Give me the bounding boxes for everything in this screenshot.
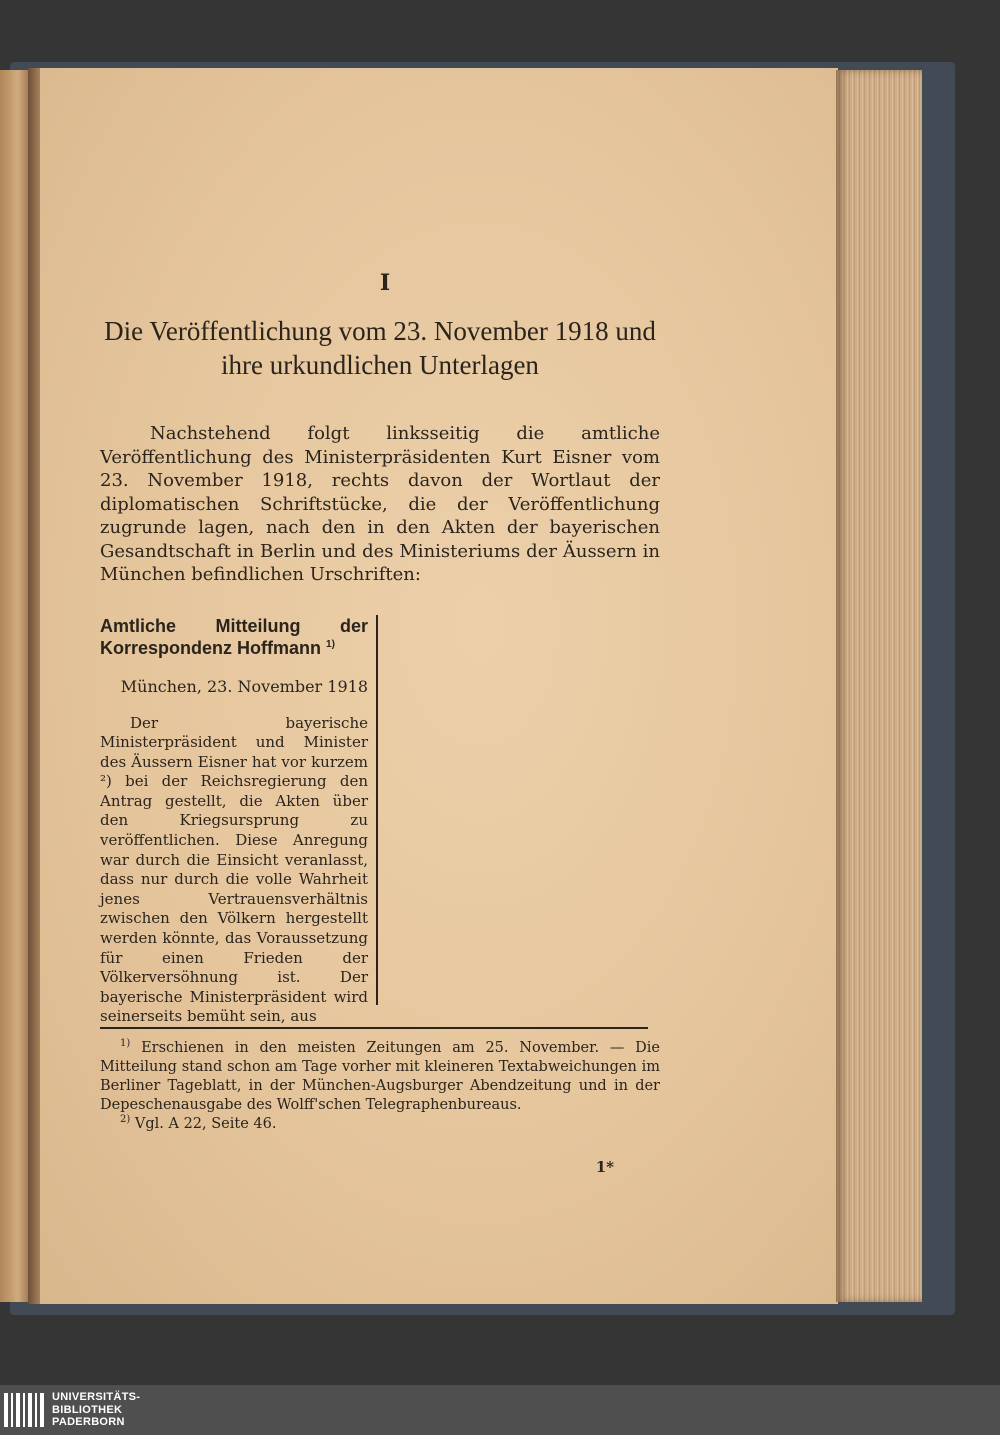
signature-mark: 1*	[595, 1157, 614, 1176]
page-edges	[836, 70, 922, 1302]
two-column-section	[100, 615, 660, 1026]
right-column-empty	[378, 615, 660, 1005]
logo-line-1: UNIVERSITÄTS-	[52, 1391, 141, 1403]
intro-paragraph: Nachstehend folgt linksseitig die amtliche Veröffentlichung des Ministerpräsidenten Kurt Eisner vom 23. November 1918, rechts davon der Wortlaut der diplomatischen Schriftstücke, die der Veröffentlichung zugrunde lagen, nach den in den Akten der bayerischen Gesandtschaft in Berlin und des Ministeriums der Äussern in München befindlichen Urschriften:	[100, 423, 660, 585]
library-logo-text	[52, 1391, 140, 1429]
footnote-2	[100, 1115, 660, 1134]
notice-title-line-2	[100, 637, 368, 659]
notice-title	[100, 615, 368, 659]
left-column	[100, 615, 378, 1026]
footnote-1-text: Erschienen in den meisten Zeitungen am 25. November. — Die Mitteilung stand schon am Tage vorher mit kleineren Textabweichungen im Berliner Tageblatt, in der München-Augsburger Abendzeitung und in der Depeschenausgabe des Wolff'schen Telegraphenbureaus.	[100, 1039, 660, 1113]
library-logo-icon	[4, 1393, 44, 1427]
notice-date: München, 23. November 1918	[120, 676, 368, 696]
chapter-title-line-1: Die Veröffentlichung vom 23. November 1918 und	[104, 316, 656, 346]
notice-title-line-1: Amtliche Mitteilung der	[100, 615, 368, 636]
notice-title-footnote-mark: 1)	[326, 638, 335, 650]
library-footer	[0, 1385, 1000, 1435]
page-content	[100, 270, 660, 1176]
logo-line-3: PADERBORN	[52, 1416, 125, 1428]
notice-title-line-2-text: Korrespondenz Hoffmann	[100, 637, 322, 658]
chapter-title	[100, 314, 660, 382]
notice-body: Der bayerische Ministerpräsident und Minister des Äussern Eisner hat vor kurzem ²) bei der Reichsregierung den Antrag gestellt, die Akten über den Kriegsursprung zu veröffentlichen. Diese Anregung war durch die Einsicht veranlasst, dass nur durch die volle Wahrheit jenes Vertrauensverhältnis zwischen den Völkern hergestellt werden könnte, das Voraussetzung für einen Frieden der Völkerversöhnung ist. Der bayerische Ministerpräsident wird seinerseits bemüht sein, aus	[100, 713, 368, 1026]
footnote-1	[100, 1039, 660, 1115]
left-page-edge	[0, 70, 30, 1302]
footnote-1-mark: 1)	[120, 1037, 131, 1049]
footnote-2-mark: 2)	[120, 1113, 131, 1125]
chapter-title-line-2: ihre urkundlichen Unterlagen	[221, 350, 539, 380]
footnote-2-text: Vgl. A 22, Seite 46.	[134, 1115, 277, 1132]
logo-line-2: BIBLIOTHEK	[52, 1403, 123, 1416]
chapter-number: I	[379, 270, 391, 296]
